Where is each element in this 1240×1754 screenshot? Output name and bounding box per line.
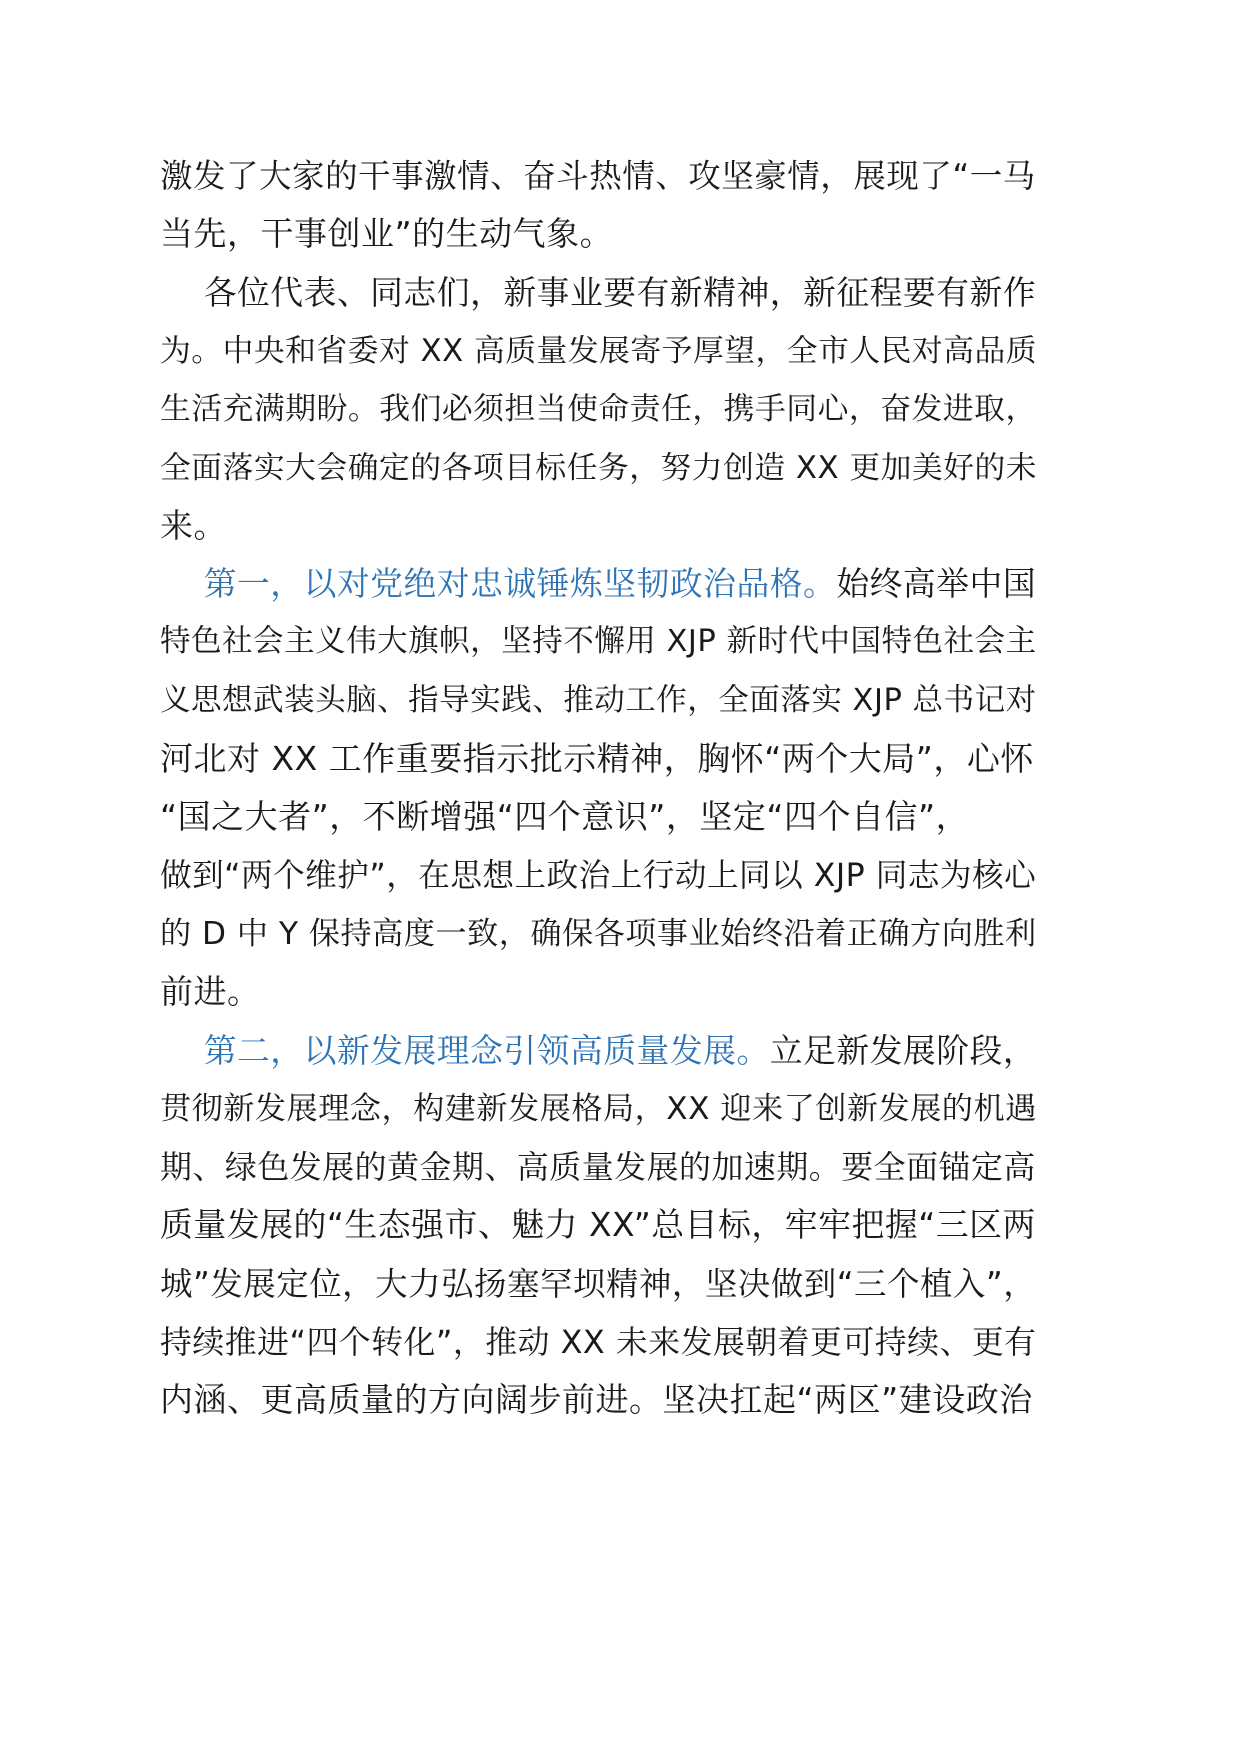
- body-text: 做到“两个维护”，在思想上政治上行动上同以 XJP 同志为核心: [160, 857, 1037, 894]
- text-line: [160, 552, 1036, 616]
- body-text: 义思想武装头脑、指导实践、推动工作，全面落实 XJP 总书记对: [160, 682, 1037, 718]
- body-text: 特色社会主义伟大旗帜，坚持不懈用 XJP 新时代中国特色社会主: [160, 624, 1037, 660]
- text-line: [160, 1252, 1036, 1316]
- text-line: [160, 1193, 1036, 1257]
- body-text: 贯彻新发展理念，构建新发展格局，XX 迎来了创新发展的机遇: [160, 1090, 1037, 1127]
- body-text: 来。: [160, 505, 227, 545]
- body-text: 当先，干事创业”的生动气象。: [160, 214, 614, 254]
- body-text: 立足新发展阶段，: [769, 1031, 1037, 1070]
- body-text: 河北对 XX 工作重要指示批示精神，胸怀“两个大局”，心怀: [160, 739, 1034, 778]
- body-text: 为。中央和省委对 XX 高质量发展寄予厚望，全市人民对高品质: [160, 332, 1038, 369]
- text-line: [160, 377, 1037, 441]
- text-line: [160, 669, 1037, 733]
- body-text: 质量发展的“生态强市、魅力 XX”总目标，牢牢把握“三区两: [160, 1205, 1036, 1245]
- body-text: “国之大者”，不断增强“四个意识”，坚定“四个自信”，: [160, 797, 970, 837]
- text-line: [160, 785, 969, 849]
- text-line: [160, 1135, 1036, 1199]
- body-text: 内涵、更高质量的方向阔步前进。坚决扛起“两区”建设政治: [160, 1380, 1033, 1420]
- body-text: 生活充满期盼。我们必须担当使命责任，携手同心，奋发进取，: [160, 391, 1037, 428]
- text-line: [160, 1368, 1033, 1432]
- text-line: [160, 144, 1036, 208]
- text-line: [160, 610, 1037, 674]
- text-line: [160, 436, 1037, 500]
- body-text: 各位代表、同志们，新事业要有新精神，新征程要有新作: [160, 273, 1037, 312]
- body-text: 期、绿色发展的黄金期、高质量发展的加速期。要全面锚定高: [160, 1148, 1036, 1187]
- text-line: [160, 1077, 1037, 1141]
- text-line: [160, 1310, 1037, 1374]
- text-line: [160, 261, 1036, 325]
- body-text: 全面落实大会确定的各项目标任务，努力创造 XX 更加美好的未: [160, 449, 1038, 486]
- body-text: 的 D 中 Y 保持高度一致，确保各项事业始终沿着正确方向胜利: [160, 915, 1037, 952]
- body-text: 城”发展定位，大力弘扬塞罕坝精神，坚决做到“三个植入”，: [160, 1264, 1037, 1303]
- text-line: [160, 727, 1034, 791]
- text-line: [160, 902, 1037, 966]
- body-text: 前进。: [160, 972, 261, 1012]
- text-line: [160, 1019, 1036, 1083]
- body-text: 始终高举中国: [836, 565, 1037, 604]
- section-heading: 第一，以对党绝对忠诚锤炼坚韧政治品格。: [160, 565, 837, 604]
- text-line: [160, 319, 1037, 383]
- text-line: [160, 202, 613, 266]
- body-text: 持续推进“四个转化”，推动 XX 未来发展朝着更可持续、更有: [160, 1323, 1037, 1361]
- text-line: [160, 960, 261, 1024]
- section-heading: 第二，以新发展理念引领高质量发展。: [160, 1031, 770, 1070]
- text-line: [160, 494, 227, 558]
- text-line: [160, 844, 1036, 908]
- body-text: 激发了大家的干事激情、奋斗热情、攻坚豪情，展现了“一马: [160, 157, 1036, 195]
